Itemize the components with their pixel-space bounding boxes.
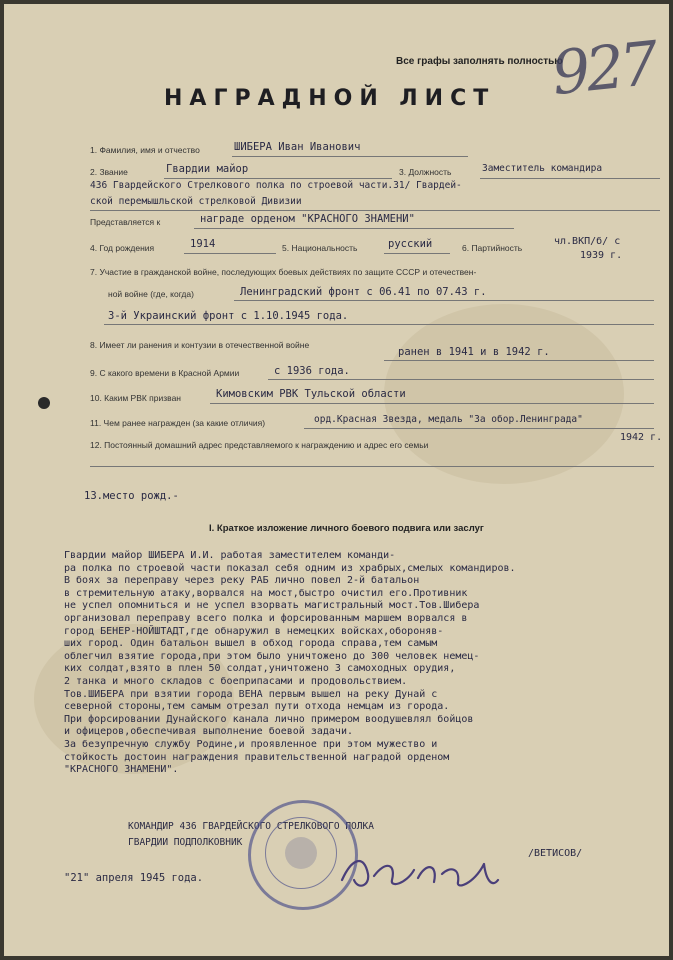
field-line: [384, 360, 654, 361]
narrative-line: ших город. Один батальон вышел в обход города справа,тем самым: [64, 638, 438, 650]
field-1-value: ШИБЕРА Иван Иванович: [234, 141, 361, 153]
field-line: [304, 428, 654, 429]
paper-stain: [384, 304, 624, 484]
signatory-name: /ВЕТИСОВ/: [528, 848, 583, 859]
field-1-label: 1. Фамилия, имя и отчество: [90, 145, 200, 155]
field-5-label: 5. Национальность: [282, 243, 358, 253]
field-5-value: русский: [388, 238, 433, 250]
field-line: [234, 300, 654, 301]
field-line: [90, 210, 660, 211]
narrative-line: Гвардии майор ШИБЕРА И.И. работая заместителем команди-: [64, 550, 396, 561]
unit-line-1: 436 Гвардейского Стрелкового полка по строевой части.31/ Гвардей-: [90, 180, 462, 191]
document-title: НАГРАДНОЙ ЛИСТ: [164, 86, 496, 111]
fill-all-fields-note: Все графы заполнять полностью: [396, 56, 563, 67]
commander-rank: ГВАРДИИ ПОДПОЛКОВНИК: [128, 837, 243, 848]
field-6-value: чл.ВКП/б/ с: [554, 236, 621, 247]
field-2-label: 2. Звание: [90, 167, 128, 177]
field-13-birthplace: 13.место рожд.-: [84, 490, 179, 502]
field-11-year: 1942 г.: [620, 432, 663, 443]
field-9-value: с 1936 года.: [274, 365, 350, 377]
archive-number: 927: [548, 28, 658, 110]
represented-label: Представляется к: [90, 217, 161, 227]
narrative-line: облегчил взятие города,при этом было уничтожено до 300 человек немец-: [64, 650, 480, 662]
narrative-line: При форсировании Дунайского канала лично примером воодушевлял бойцов: [64, 713, 474, 725]
field-11-label: 11. Чем ранее награжден (за какие отличия): [90, 418, 266, 428]
field-line: [184, 253, 276, 254]
field-line: [480, 178, 660, 179]
field-7-value: Ленинградский фронт с 06.41 по 07.43 г.: [240, 286, 487, 298]
narrative-line: не успел опомниться и не успел взорвать магистральный мост.Тов.Шибера: [64, 600, 480, 612]
field-11-value: орд.Красная Звезда, медаль "За обор.Ленинграда": [314, 414, 583, 425]
field-4-value: 1914: [190, 238, 216, 250]
section-title: I. Краткое изложение личного боевого подвига или заслуг: [209, 523, 484, 534]
represented-value: награде орденом "КРАСНОГО ЗНАМЕНИ": [200, 213, 415, 225]
field-7-label-cont: ной войне (где, когда): [108, 289, 194, 299]
narrative-line: организовал переправу всего полка и форсированным маршем ворвался в: [64, 613, 468, 624]
unit-line-2: ской перемышльской стрелковой Дивизии: [90, 196, 302, 207]
field-4-label: 4. Год рождения: [90, 243, 155, 253]
field-3-value: Заместитель командира: [482, 163, 603, 174]
narrative-line: ра полка по строевой части показал себя одним из храбрых,смелых командиров.: [64, 562, 516, 574]
narrative-line: За безупречную службу Родине,и проявленное при этом мужество и: [64, 739, 438, 750]
field-9-label: 9. С какого времени в Красной Армии: [90, 368, 240, 378]
narrative-line: ких солдат,взято в плен 50 солдат,уничтожено 3 самоходных орудия,: [64, 663, 456, 675]
document-date: "21" апреля 1945 года.: [64, 872, 204, 884]
narrative-line: В боях за переправу через реку РАБ лично повел 2-й батальон: [64, 575, 420, 587]
field-12-label: 12. Постоянный домашний адрес представляемого к награждению и адрес его семьи: [90, 440, 429, 450]
narrative-line: в стремительную атаку,ворвался на мост,быстро очистил его.Противник: [64, 587, 468, 599]
field-10-value: Кимовским РВК Тульской области: [216, 388, 406, 400]
seal-emblem-icon: [285, 837, 317, 869]
field-line: [384, 253, 450, 254]
punch-hole: [38, 397, 50, 409]
award-sheet-page: [4, 4, 669, 956]
field-7-label: 7. Участие в гражданской войне, последующих боевых действиях по защите СССР и отечествен-: [90, 267, 477, 277]
narrative-line: город БЕНЕР-НОЙШТАДТ,где обнаружил в немецких войсках,обороняв-: [64, 625, 444, 637]
handwritten-signature: [334, 840, 504, 900]
field-6-year: 1939 г.: [580, 250, 623, 261]
field-7-value-cont: 3-й Украинский фронт с 1.10.1945 года.: [108, 310, 349, 322]
field-8-value: ранен в 1941 и в 1942 г.: [398, 346, 550, 358]
commander-title: КОМАНДИР 436 ГВАРДЕЙСКОГО СТРЕЛКОВОГО ПОЛКА: [128, 821, 374, 832]
narrative-line: 2 танка и много складов с боеприпасами и продовольствием.: [64, 676, 408, 687]
field-2-value: Гвардии майор: [166, 163, 249, 175]
field-line: [104, 324, 654, 325]
narrative-line: Тов.ШИБЕРА при взятии города ВЕНА первым вышел на реку Дунай с: [64, 688, 438, 700]
narrative-line: и офицеров,обеспечивая выполнение боевой задачи.: [64, 726, 353, 738]
narrative-line: стойкость достоин награждения правительственной наградой орденом: [64, 751, 450, 763]
field-10-label: 10. Каким РВК призван: [90, 393, 181, 403]
field-line: [210, 403, 654, 404]
field-line: [232, 156, 468, 157]
field-6-label: 6. Партийность: [462, 243, 523, 253]
field-8-label: 8. Имеет ли ранения и контузии в отечественной войне: [90, 340, 310, 350]
field-line: [268, 379, 654, 380]
field-3-label: 3. Должность: [399, 167, 452, 177]
field-line: [194, 228, 514, 229]
narrative-line: "КРАСНОГО ЗНАМЕНИ".: [64, 764, 179, 776]
field-line: [90, 466, 654, 467]
field-line: [164, 178, 392, 179]
narrative-line: северной стороны,тем самым отрезал пути отхода немцам из города.: [64, 701, 450, 713]
